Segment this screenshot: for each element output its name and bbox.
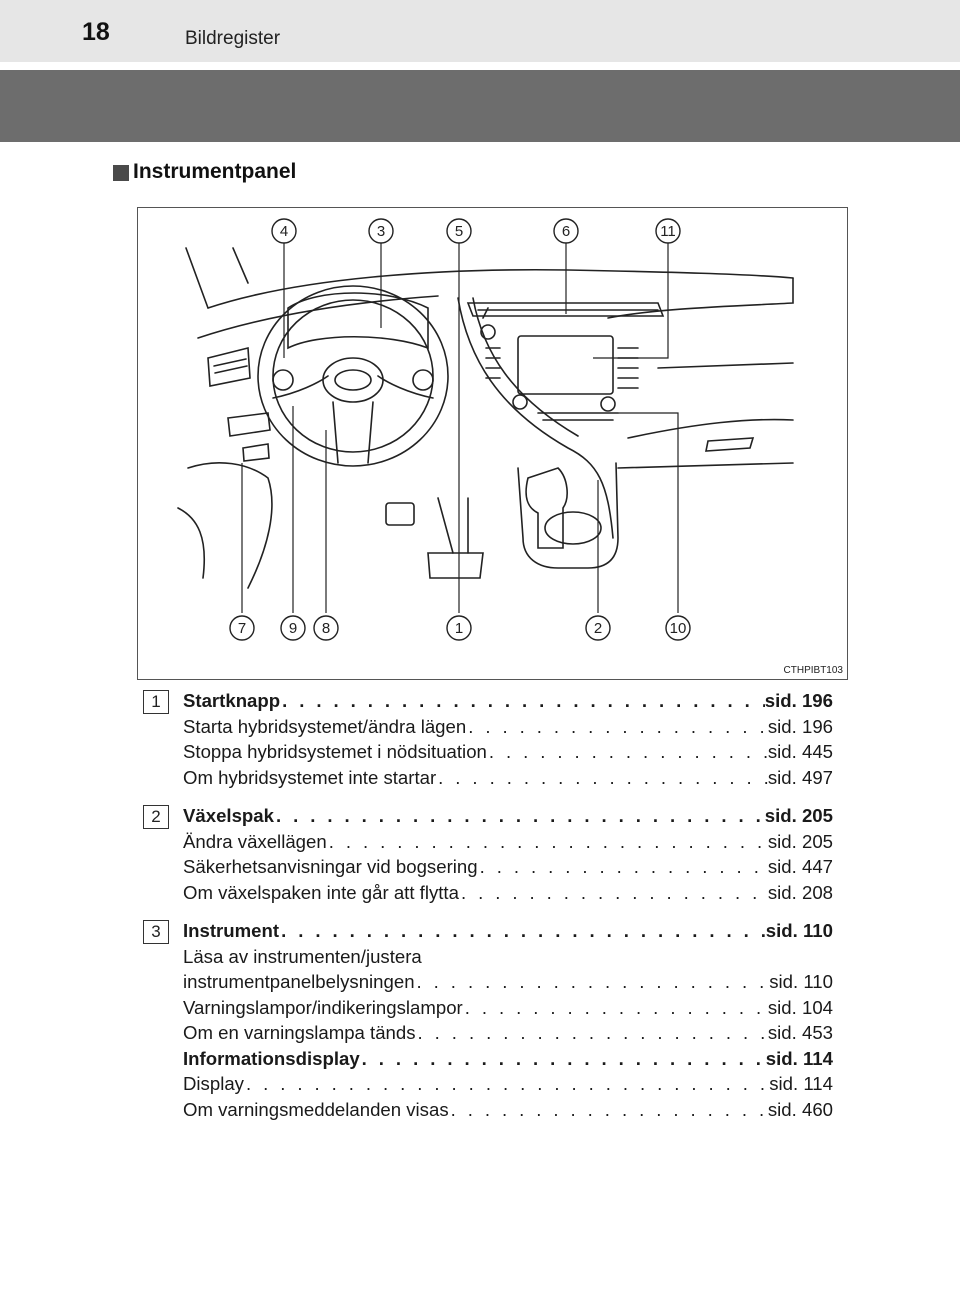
- entry-label: Om hybridsystemet inte startar: [183, 766, 437, 788]
- dot-leader: [487, 739, 768, 765]
- entry-label: Informationsdisplay: [183, 1047, 360, 1069]
- entry-line: [183, 944, 833, 970]
- entry-line[interactable]: [183, 918, 833, 944]
- page-ref: sid. 445: [767, 741, 833, 762]
- dot-leader: [360, 1046, 766, 1072]
- running-title: Bildregister: [185, 28, 281, 49]
- dot-leader: [459, 880, 768, 906]
- dashboard-drawing: [138, 208, 849, 681]
- entry-label: Om varningsmeddelanden visas: [183, 1098, 449, 1120]
- callout-3: 3: [376, 223, 386, 240]
- callout-7: 7: [237, 620, 247, 637]
- callout-10: 10: [669, 620, 687, 637]
- page-ref: sid. 110: [765, 920, 833, 941]
- page-ref: sid. 205: [767, 830, 833, 852]
- callout-11: 11: [660, 223, 676, 240]
- entry-line[interactable]: [183, 1046, 833, 1072]
- entry-label: Startknapp: [183, 690, 281, 711]
- entry-2: [143, 803, 833, 905]
- entry-label: Läsa av instrumenten/justera: [183, 945, 422, 967]
- entry-label: Växelspak: [183, 805, 274, 826]
- page-ref: sid. 104: [767, 996, 833, 1018]
- dot-leader: [244, 1071, 769, 1097]
- dot-leader: [478, 854, 768, 880]
- entry-line[interactable]: [183, 688, 833, 714]
- callout-4: 4: [279, 223, 289, 240]
- entry-list: [143, 688, 833, 1135]
- entry-line[interactable]: [183, 1020, 833, 1046]
- entry-line[interactable]: [183, 854, 833, 880]
- entry-line[interactable]: [183, 1097, 833, 1123]
- page-ref: sid. 447: [767, 856, 833, 877]
- callout-1: 1: [454, 620, 464, 637]
- entry-number-badge: 3: [143, 920, 169, 944]
- entry-label: Ändra växellägen: [183, 830, 327, 852]
- dot-leader: [280, 688, 765, 714]
- callout-6: 6: [561, 223, 571, 240]
- entry-label: Om växelspaken inte går att flytta: [183, 881, 459, 903]
- entry-line[interactable]: [183, 995, 833, 1021]
- entry-label: Starta hybridsystemet/ändra lägen: [183, 715, 467, 737]
- entry-label: Display: [183, 1073, 244, 1094]
- dot-leader: [466, 714, 768, 740]
- page-ref: sid. 497: [767, 766, 833, 788]
- page-ref: sid. 460: [767, 1098, 833, 1120]
- entry-label: Om en varningslampa tänds: [183, 1022, 416, 1043]
- dot-leader: [449, 1097, 768, 1123]
- page-ref: sid. 453: [767, 1022, 833, 1043]
- entry-line[interactable]: [183, 739, 833, 765]
- dashboard-illustration: [137, 207, 848, 680]
- dot-leader: [279, 918, 766, 944]
- entry-number-badge: 1: [143, 690, 169, 714]
- page-ref: sid. 110: [769, 971, 833, 992]
- entry-label: instrumentpanelbelysningen: [183, 971, 415, 992]
- entry-line[interactable]: [183, 1071, 833, 1097]
- entry-label: Säkerhetsanvisningar vid bogsering: [183, 856, 478, 877]
- entry-label: Varningslampor/indikeringslampor: [183, 996, 463, 1018]
- callout-8: 8: [321, 620, 331, 637]
- page-ref: sid. 196: [767, 715, 833, 737]
- page-ref: sid. 196: [764, 690, 833, 711]
- entry-label: Instrument: [183, 920, 280, 941]
- header-bar: [0, 0, 960, 62]
- entry-line[interactable]: [183, 829, 833, 855]
- page-ref: sid. 208: [767, 881, 833, 903]
- dot-leader: [436, 765, 768, 791]
- entry-number-badge: 2: [143, 805, 169, 829]
- section-square-icon: [113, 165, 129, 181]
- page-number: 18: [82, 18, 110, 46]
- dot-leader: [274, 803, 765, 829]
- callout-5: 5: [454, 223, 464, 240]
- entry-line[interactable]: [183, 880, 833, 906]
- page-ref: sid. 114: [769, 1073, 833, 1094]
- entry-1: [143, 688, 833, 790]
- section-title: Instrumentpanel: [133, 160, 297, 183]
- page-ref: sid. 114: [765, 1047, 833, 1069]
- entry-label: Stoppa hybridsystemet i nödsituation: [183, 741, 487, 762]
- dot-leader: [327, 829, 768, 855]
- callout-2: 2: [593, 620, 603, 637]
- entry-3: [143, 918, 833, 1122]
- callout-9: 9: [288, 620, 298, 637]
- entry-line[interactable]: [183, 765, 833, 791]
- header-band: [0, 70, 960, 142]
- dot-leader: [463, 995, 768, 1021]
- entry-line[interactable]: [183, 803, 833, 829]
- page-ref: sid. 205: [764, 805, 833, 826]
- dot-leader: [416, 1020, 768, 1046]
- entry-line[interactable]: [183, 969, 833, 995]
- entry-line[interactable]: [183, 714, 833, 740]
- dot-leader: [415, 969, 770, 995]
- figure-code: CTHPIBT103: [783, 665, 843, 676]
